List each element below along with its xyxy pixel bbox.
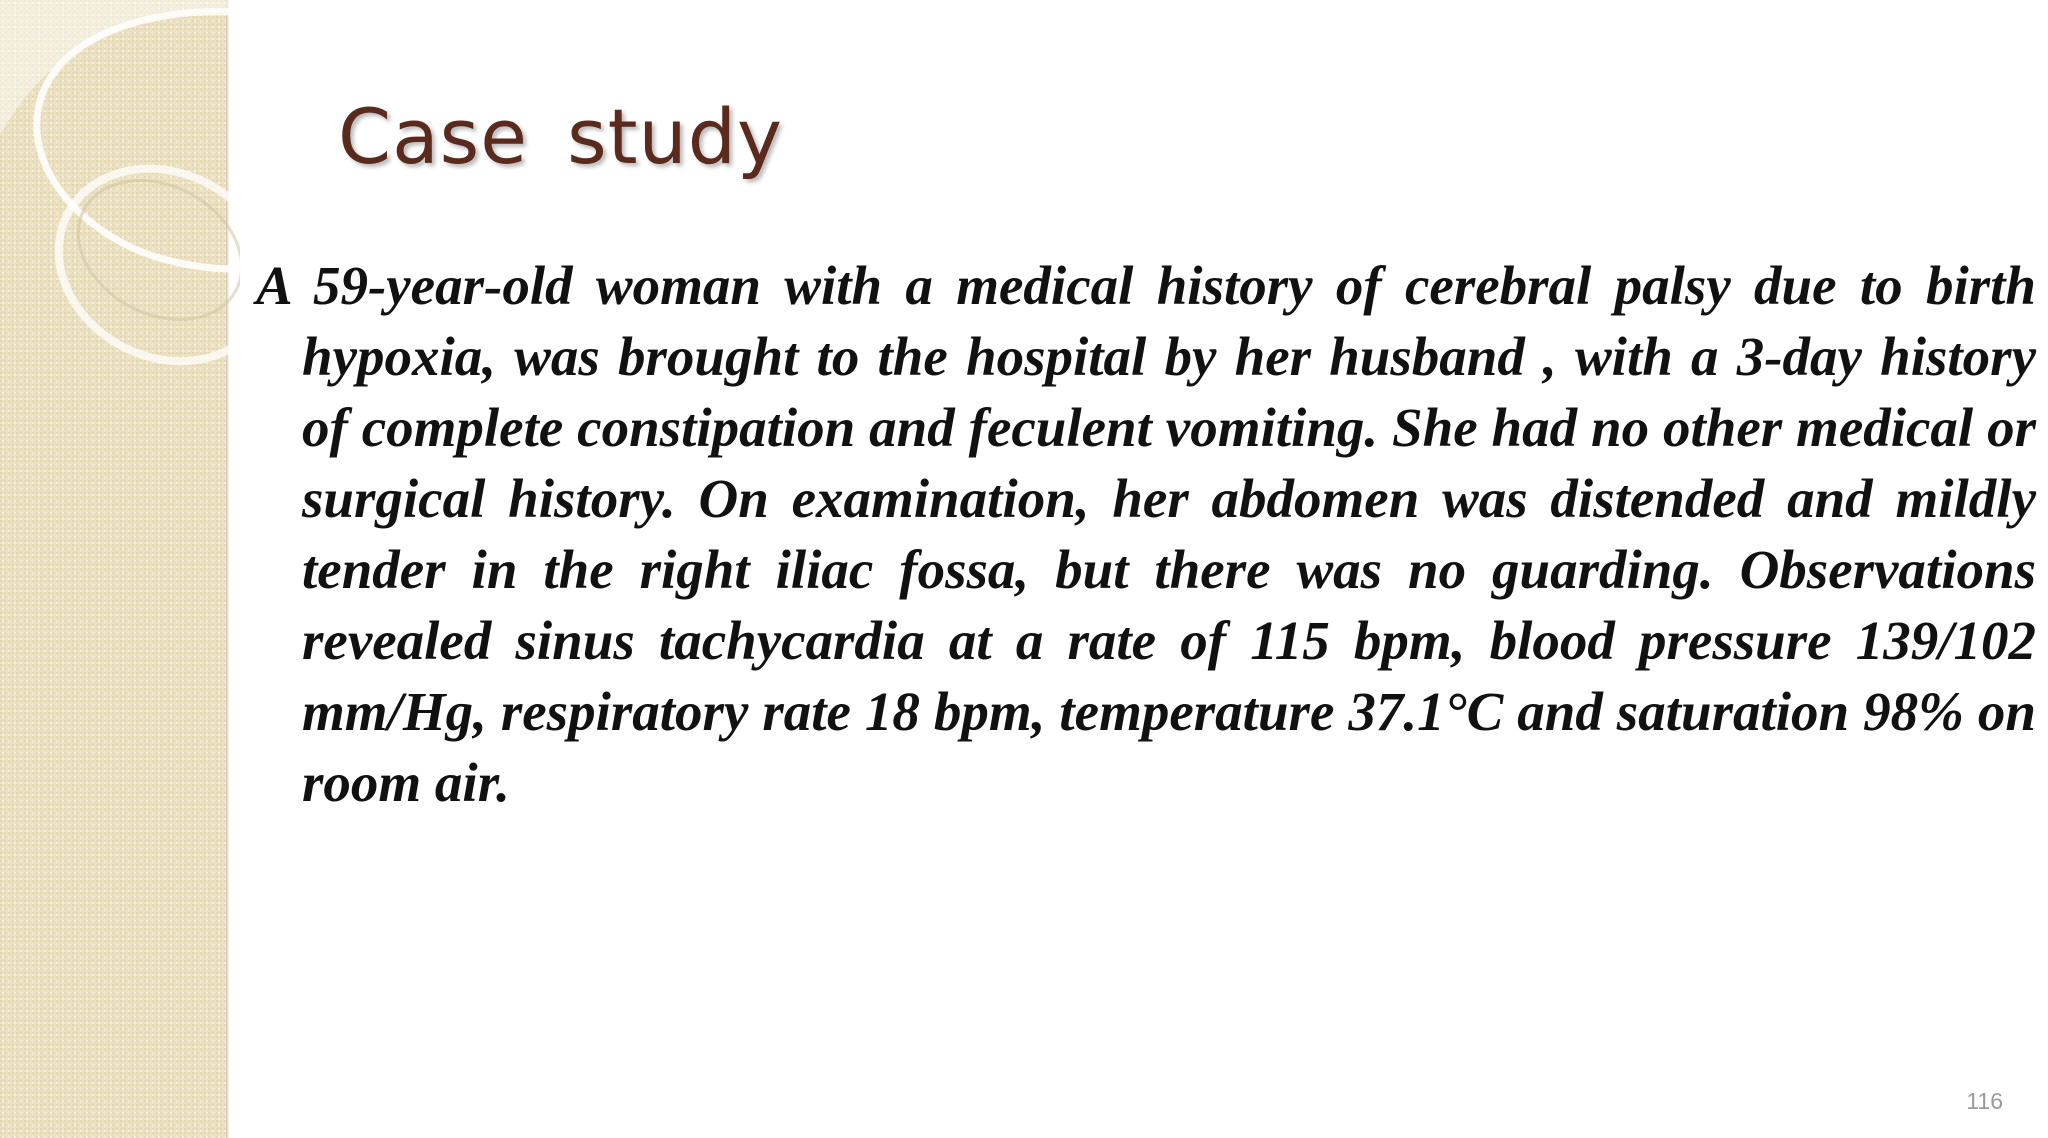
slide-title: Case study bbox=[338, 92, 783, 181]
page-number: 116 bbox=[1966, 1088, 2003, 1114]
decorative-swirl-graphic bbox=[0, 0, 240, 420]
case-description-paragraph: A 59-year-old woman with a medical history of cerebral palsy due to birth hypoxia, was brought to the hospital by her husband , with a 3-day history of complete constipation and feculent vomiting. She had no other medical or surgical history. On examination, her abdomen was distended and mildly tender in the right iliac fossa, but there was no guarding. Observations revealed sinus tachycardia at a rate of 115 bpm, blood pressure 139/102 mm/Hg, respiratory rate 18 bpm, temperature 37.1°C and saturation 98% on room air. bbox=[256, 255, 2036, 813]
